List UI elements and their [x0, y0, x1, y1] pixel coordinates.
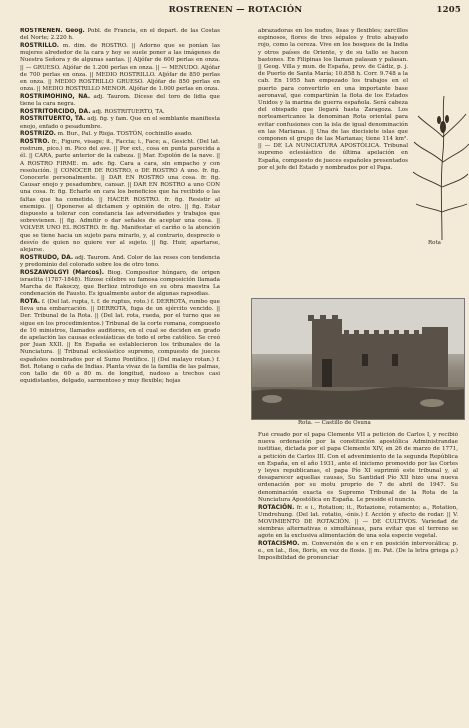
headword: ROSZAWOLGYI (Marcos). [20, 269, 105, 276]
definition: Fué creado por el papa Clemente VII a petición de Carlos I, y recibió nueva ordenación por la constitución apostólica Administrandae iustitiae, dictada por el papa Clemente XIV, en 26 de marzo de 1771, a petición de Carlos III. Con el advenimiento de la segunda República en España, en el año 1931, ante el inicismo promovido por las Cortes y leyes republicanas, el papa Pío XI suprimió este tribunal y, al desaparecer aquellas causas, Su Santidad Pío XII hizo una nueva ordenación por su motu proprio de 7 de abril de 1947. Su denominación exacta es Supremo Tribunal de la Rota de la Nunciatura Apostólica en España. Le preside el nuncio. [258, 432, 458, 503]
headword: ROTACISMO. [258, 541, 300, 548]
entry [258, 505, 458, 541]
definition: f. (Del lat. rupta, t. f. de ruptus, roto.) f. DERROTA, rumbo que lleva una embarcación. || DERROTA, fuga de un ejército vencido. || Der. Tribunal de la Rota. || (Del lat. rota, rueda, por el turno que se sigue en los procedimientos.) Tribunal de la corte romana, compuesto de 10 ministros, llamados auditores, en el cual se deciden en grado de apelación las causas eclesiásticas de todo el orbe católico. Se creó por Juan XXII. || En España se establecieron los tribunales de la Nunciatura. || Tribunal eclesiástico supremo, compuesto de jueces españoles nombrados por el Sumo Pontífice. || (Del malayo rotan.) f. Bot. Rotang o caña de Indias. Planta vivaz de la familia de las palmas, con tallo de 60 a 80 m. de longitud, nudoso a trechos casi equidistantes, delgado, sarmentoso y muy flexible; hojas [20, 299, 220, 385]
entry [20, 116, 220, 130]
plant-caption: Rota [428, 240, 441, 246]
page-number: 1205 [436, 5, 461, 15]
entry [20, 270, 220, 299]
entry [20, 299, 220, 385]
headword: ROSTRIZO. [20, 131, 56, 138]
headword: ROTA. [20, 299, 41, 306]
headword: ROSTRILLO. [20, 42, 59, 49]
headword: ROTACIÓN. [258, 504, 295, 511]
castle-photo-image [252, 299, 464, 419]
headword: ROSTRITUERTO, TA. [20, 116, 86, 123]
left-column [20, 28, 220, 728]
running-title: ROSTRENEN — ROTACIÓN [168, 5, 303, 15]
entry [258, 432, 458, 504]
definition: adj. Taurom. Dícese del toro de lidia que tiene la cara negra. [20, 93, 220, 108]
castle-photo [251, 298, 465, 420]
entry [20, 139, 220, 254]
page-header [10, 5, 461, 19]
entry [20, 255, 220, 269]
definition: adj. Taurom. And. Color de las reses con tendencia y predominio del colorado sobre los de otro tono. [20, 254, 220, 268]
entry [20, 131, 220, 138]
rota-plant-illustration [412, 92, 469, 242]
definition: adj. ROSTRITUERTO, TA. [90, 108, 165, 115]
definition: Pobl. de Francia, en el depart. de las Costas del Norte; 2.220 h. [20, 28, 220, 42]
entry-continuation [258, 28, 408, 172]
entry [20, 109, 220, 116]
headword: ROSTRIMOHINO, NA. [20, 93, 91, 100]
definition: fr., Figure, visage; it., Faccia; i., Face; a., Gesicht. (Del lat. rostrum, pico.) m. Pico del ave. || Por ext., cosa en punta parecida a él. || CARA, parte anterior de la cabeza. || Mar. Espolón de la nave. || A ROSTRO FIRME. m. adv. fig. Cara a cara, sin empacho y con resolución. || CONOCER DE ROSTRO, o DE ROSTRO A uno. fr. fig. Conocerle personalmente. || DAR EN ROSTRO una cosa. fr. fig. Causar enojo y pesadumbre, cansar. || DAR EN ROSTRO a uno CON una cosa. fr. fig. Echarle en cara los beneficios que ha recibido o las faltas que ha cometido. || HACER ROSTRO. fr. fig. Resistir al enemigo. || Oponerse al dictamen y opinión de otro. || fig. Estar dispuesto a tolerar con constancia las adversidades y trabajos que sobrevienen. || fig. Admitir o dar señales de aceptar una cosa. || VOLVER UNO EL ROSTRO. fr. fig. Manifestar el cariño o la atención que se tiene hacia un sujeto para mirarlo, y, al contrario, desprecio o desvío de quien no quiere ver al sujeto. || fig. Huir, apartarse, alejarse. [20, 139, 220, 254]
right-column-lower [258, 432, 458, 722]
headword: ROSTRITORCIDO, DA. [20, 108, 91, 115]
entry [20, 43, 220, 93]
right-column [258, 28, 408, 290]
definition: adj. fig. y fam. Que en el semblante manifiesta enojo, enfado o pesadumbre. [20, 116, 220, 130]
headword: ROSTRENEN. Geog. [20, 28, 85, 34]
definition: fr. e i., Rotation; it., Rotazione, rotamento; a., Rotation, Umdrehung. (Del lat. rotatio, -ónis.) f. Acción y efecto de rodar. || V. MOVIMIENTO DE ROTACIÓN. || — DE CULTIVOS. Variedad de siembras alternativas o simultáneas, para evitar que el terreno se agote en la exclusiva alimentación de una sola especie vegetal. [258, 504, 458, 540]
entry [20, 94, 220, 108]
definition: m. Conversión de s en r en posición intervocálica; p. e., en lat., flos, floris, en vez de flosis. || m. Pat. (De la letra griega ρ.) Imposibilidad de pronunciar [258, 541, 458, 562]
headword: ROSTRUDO, DA. [20, 254, 74, 261]
headword: ROSTRO. [20, 139, 50, 146]
definition: m. dim. de ROSTRO. || Adorno que se ponían las mujeres alrededor de la cara y hoy se suele poner a las imágenes de Nuestra Señora y de algunas santas. || Aljófar de 600 perlas en onza. || — GRUESO. Aljófar de 1.200 perlas en onza. || — MENUDO. Aljófar de 700 perlas en onza. || MEDIO ROSTRILLO. Aljófar de 850 perlas en onza. || MEDIO ROSTRILLO GRUESO. Aljófar de 850 perlas en onza. || MEDIO ROSTRILLO MENOR. Aljófar de 1.000 perlas en onza. [20, 42, 220, 93]
photo-caption: Rota. — Castillo de Osuna [298, 420, 371, 426]
entry [20, 28, 220, 42]
entry [258, 541, 458, 563]
definition: m. Bur., Pal. y Rioja. TOSTÓN, cochinillo asado. [55, 131, 193, 138]
definition: Biog. Compositor húngaro, de origen israelita (1787-1848). Hízose célebre su famosa composición llamada Marcha de Rakoczy, que Berlioz introdujo en su obra maestra La condenación de Fausto. Es igualmente autor de algunas rapsodias. [20, 269, 220, 298]
definition: abrazadoras en los nudos, lisas y flexibles; zarcillos espinosos, flores de tres sépalos y fruto abayado rojo, como la cereza. Vive en los bosques de la India y otros países de Oriente, y de su tallo se hacen bastones. En Filipinas los llaman palasan y palasan. || Geog. Villa y mun. de España, prov. de Cádiz, p. j. de Puerto de Santa María; 10.858 h. Corr. 9.748 a la cab. En 1955 han empezado los trabajos en el puerto para convertirlo en una importante base aeronaval, que compartirán la flota de los Estados Unidos y la marina de guerra española. Será cabeza del obispado que llegará hasta Zaragoza. Los norteamericanos la denominan Rota oriental para evitar confusiones con la isla de igual denominación en las Marianas. || Una de las diecisiete islas que componen el grupo de las Marianas; tiene 114 km². || — DE LA NUNCIATURA APOSTÓLICA. Tribunal supremo eclesiástico de última apelación en España, compuesto de jueces españoles presentados por el jefe del Estado y nombrados por el Papa. [258, 28, 408, 171]
